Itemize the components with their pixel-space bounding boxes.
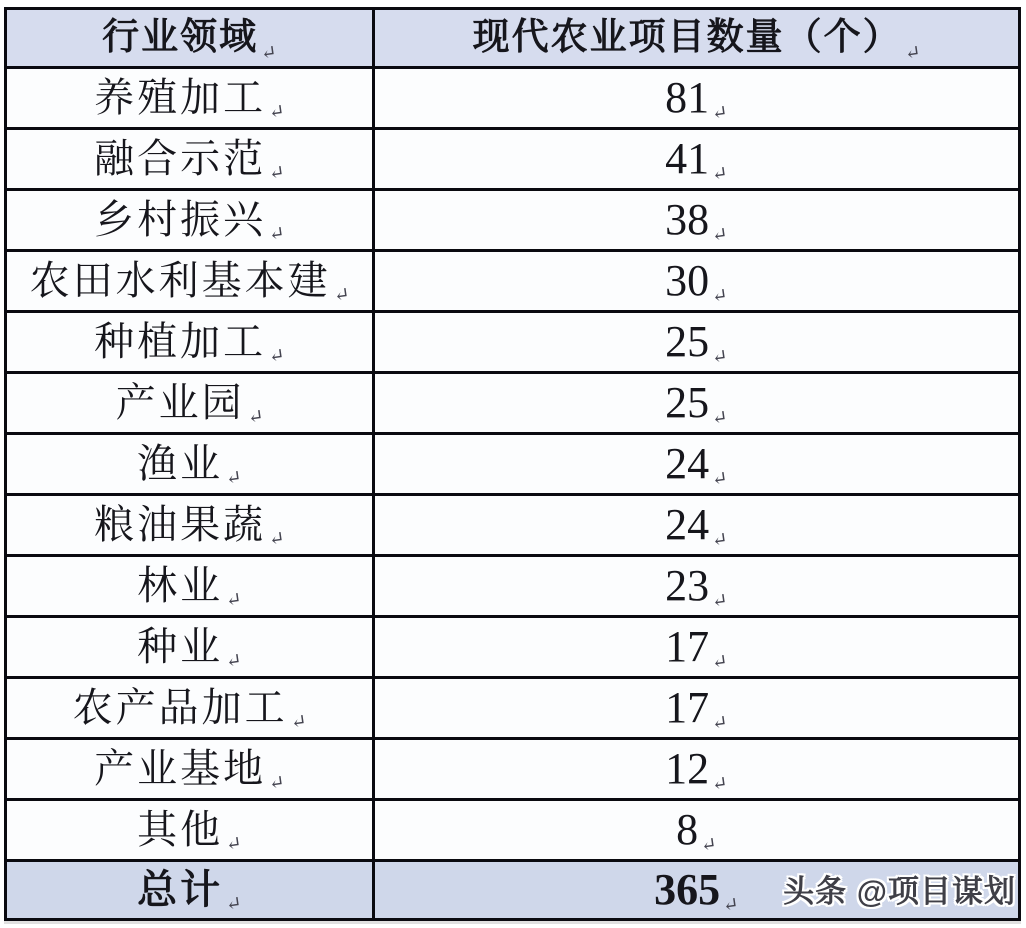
return-mark: ↵ [710,284,730,308]
table-row [6,800,1020,861]
row-label: 融合示范 [94,136,267,181]
return-mark: ↵ [699,833,719,857]
return-mark: ↵ [267,344,287,369]
return-mark: ↵ [224,892,244,917]
row-label-cell [6,190,374,251]
total-value: 365 [654,864,721,914]
header-cell-count [374,9,1020,68]
row-label: 其他 [137,807,224,852]
row-value-cell [374,434,1020,495]
row-label-cell [6,556,374,617]
row-value: 24 [665,499,710,549]
row-value: 8 [676,804,699,854]
row-label: 种业 [137,624,224,669]
return-mark: ↵ [224,466,244,491]
row-label: 林业 [137,563,224,608]
row-value: 41 [665,133,710,183]
table-body [6,68,1020,861]
row-value: 17 [665,621,710,671]
row-label-cell [6,434,374,495]
table-row [6,129,1020,190]
table-row [6,556,1020,617]
return-mark: ↵ [267,771,287,796]
header-cell-industry [6,9,374,68]
return-mark: ↵ [224,832,244,857]
return-mark: ↵ [721,893,741,917]
row-value-cell [374,190,1020,251]
return-mark: ↵ [332,283,351,308]
row-label: 渔业 [137,441,224,486]
watermark: 头条 @项目谋划 [783,874,1016,909]
return-mark: ↵ [267,222,287,247]
return-mark: ↵ [710,711,730,735]
row-value: 30 [665,255,710,305]
table-row [6,68,1020,129]
row-value-cell [374,251,1020,312]
row-label-cell [6,678,374,739]
industry-projects-table [4,7,1021,921]
row-value: 38 [665,194,710,244]
return-mark: ↵ [710,345,730,369]
row-value-cell [374,617,1020,678]
row-value-cell [374,678,1020,739]
return-mark: ↵ [289,710,308,735]
table-row [6,312,1020,373]
row-label-cell [6,373,374,434]
row-value-cell [374,373,1020,434]
row-label: 农产品加工 [72,685,288,730]
row-value: 25 [665,316,710,366]
return-mark: ↵ [710,162,730,186]
return-mark: ↵ [267,527,287,552]
row-value: 81 [665,72,710,122]
return-mark: ↵ [267,161,287,186]
return-mark: ↵ [903,41,922,65]
table-row [6,495,1020,556]
return-mark: ↵ [259,41,279,65]
row-label-cell [6,251,374,312]
row-value-cell [374,68,1020,129]
row-label-cell [6,495,374,556]
row-label-cell [6,312,374,373]
return-mark: ↵ [710,101,730,125]
row-value-cell [374,556,1020,617]
table-row [6,678,1020,739]
return-mark: ↵ [224,588,244,613]
return-mark: ↵ [246,405,265,430]
return-mark: ↵ [710,223,730,247]
return-mark: ↵ [224,649,244,674]
return-mark: ↵ [710,406,730,430]
table-header [6,9,1020,68]
table-row [6,251,1020,312]
row-value-cell [374,495,1020,556]
row-label-cell [6,617,374,678]
row-value-cell [374,312,1020,373]
row-value: 24 [665,438,710,488]
row-value: 25 [665,377,710,427]
row-label: 产业基地 [94,746,267,791]
row-label-cell [6,739,374,800]
return-mark: ↵ [710,650,730,674]
table-bottom-shadow [4,921,1021,924]
return-mark: ↵ [710,528,730,552]
header-industry-label: 行业领域 [102,16,259,58]
table-row [6,434,1020,495]
row-value-cell [374,739,1020,800]
header-count-label: 现代农业项目数量（个） [472,16,902,58]
total-label: 总计 [137,867,224,912]
row-value-cell [374,800,1020,861]
header-row [6,9,1020,68]
row-value-cell [374,129,1020,190]
return-mark: ↵ [710,772,730,796]
return-mark: ↵ [710,589,730,613]
total-label-cell [6,861,374,920]
row-label-cell [6,129,374,190]
row-label-cell [6,800,374,861]
table-row [6,617,1020,678]
row-label: 养殖加工 [94,75,267,120]
row-label: 产业园 [115,380,245,425]
row-label: 种植加工 [94,319,267,364]
table-row [6,373,1020,434]
row-label: 粮油果蔬 [94,502,267,547]
row-value: 23 [665,560,710,610]
row-value: 12 [665,743,710,793]
table-row [6,739,1020,800]
table-row [6,190,1020,251]
row-label-cell [6,68,374,129]
row-value: 17 [665,682,710,732]
return-mark: ↵ [267,100,287,125]
row-label: 乡村振兴 [94,197,267,242]
row-label: 农田水利基本建 [29,258,331,303]
return-mark: ↵ [710,467,730,491]
